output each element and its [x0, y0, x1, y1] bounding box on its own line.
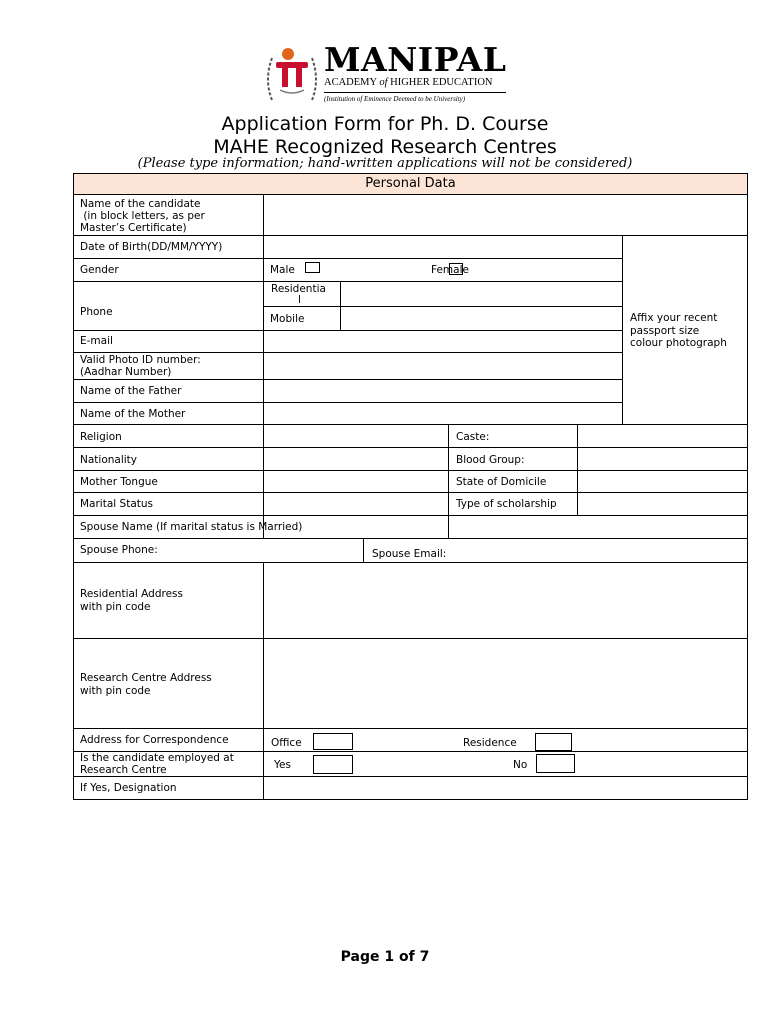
mother-tongue-input[interactable]	[264, 471, 448, 492]
spouse-email-label: Spouse Email:	[372, 548, 447, 560]
caste-input[interactable]	[578, 425, 747, 447]
mother-tongue-label: Mother Tongue	[80, 476, 158, 488]
male-label: Male	[270, 264, 295, 276]
email-label: E-mail	[80, 335, 113, 347]
father-input[interactable]	[264, 380, 622, 402]
marital-status-label: Marital Status	[80, 498, 153, 510]
photo-text-line2: passport size	[630, 325, 700, 337]
section-title: Personal Data	[73, 173, 748, 195]
no-label: No	[513, 759, 528, 771]
name-label-line1: Name of the candidate	[80, 198, 201, 210]
manipal-logo	[262, 40, 512, 108]
logo-academy: ACADEMY of HIGHER EDUCATION	[324, 77, 493, 88]
designation-label: If Yes, Designation	[80, 782, 177, 794]
marital-status-input[interactable]	[264, 493, 448, 515]
photo-text-line1: Affix your recent	[630, 312, 718, 324]
religion-label: Religion	[80, 431, 122, 443]
blood-group-input[interactable]	[578, 448, 747, 470]
father-label: Name of the Father	[80, 385, 182, 397]
mobile-label: Mobile	[270, 313, 305, 325]
spouse-name-label: Spouse Name (If marital status is Married)	[80, 521, 303, 533]
gender-label: Gender	[80, 264, 119, 276]
research-centre-address-label-line2: with pin code	[80, 685, 151, 697]
name-label-line3: Master’s Certificate)	[80, 222, 187, 234]
research-centre-address-label-line1: Research Centre Address	[80, 672, 212, 684]
residential-phone-input[interactable]	[341, 282, 622, 306]
residence-label: Residence	[463, 737, 517, 749]
domicile-input[interactable]	[578, 471, 747, 492]
page-number: Page 1 of 7	[340, 949, 430, 965]
photo-id-label-line2: (Aadhar Number)	[80, 366, 172, 378]
emblem-icon	[262, 40, 322, 108]
domicile-label: State of Domicile	[456, 476, 547, 488]
logo-rule	[324, 92, 506, 93]
residential-address-label-line2: with pin code	[80, 601, 151, 613]
dob-label: Date of Birth(DD/MM/YYYY)	[80, 241, 223, 253]
no-checkbox[interactable]	[536, 754, 575, 773]
logo-name: MANIPAL	[324, 40, 507, 79]
research-centre-address-input[interactable]	[264, 639, 747, 728]
mother-label: Name of the Mother	[80, 408, 186, 420]
correspondence-label: Address for Correspondence	[80, 734, 229, 746]
form-subtitle: MAHE Recognized Research Centres	[213, 136, 557, 158]
photo-id-input[interactable]	[264, 353, 622, 379]
office-label: Office	[271, 737, 302, 749]
photo-id-label-line1: Valid Photo ID number:	[80, 354, 201, 366]
employed-label-line2: Research Centre	[80, 764, 167, 776]
form-title: Application Form for Ph. D. Course	[221, 113, 549, 135]
dob-input[interactable]	[264, 236, 622, 258]
scholarship-label: Type of scholarship	[456, 498, 557, 510]
residential-phone-label-line2: l	[298, 294, 301, 306]
spouse-name-input[interactable]	[449, 516, 747, 538]
mother-input[interactable]	[264, 403, 622, 424]
nationality-input[interactable]	[264, 448, 448, 470]
religion-input[interactable]	[264, 425, 448, 447]
blood-group-label: Blood Group:	[456, 454, 525, 466]
phone-label: Phone	[80, 306, 113, 318]
caste-label: Caste:	[456, 431, 490, 443]
residence-checkbox[interactable]	[535, 733, 572, 751]
spouse-phone-label: Spouse Phone:	[80, 544, 158, 556]
male-checkbox[interactable]	[305, 262, 320, 273]
logo-tagline: (Institution of Eminence Deemed to be University)	[324, 95, 466, 103]
name-label-line2: (in block letters, as per	[80, 210, 205, 222]
photo-text-line3: colour photograph	[630, 337, 727, 349]
name-input[interactable]	[264, 196, 747, 235]
residential-address-input[interactable]	[264, 563, 747, 638]
female-checkbox[interactable]	[449, 263, 463, 275]
employed-label-line1: Is the candidate employed at	[80, 752, 234, 764]
female-label: Female	[431, 264, 469, 276]
yes-label: Yes	[274, 759, 291, 771]
office-checkbox[interactable]	[313, 733, 353, 750]
designation-input[interactable]	[264, 777, 747, 799]
form-instruction: (Please type information; hand-written applications will not be considered)	[137, 156, 633, 171]
residential-address-label-line1: Residential Address	[80, 588, 183, 600]
yes-checkbox[interactable]	[313, 755, 353, 774]
mobile-input[interactable]	[341, 307, 622, 330]
email-input[interactable]	[264, 331, 622, 352]
residential-phone-label-line1: Residentia	[271, 283, 326, 295]
scholarship-input[interactable]	[578, 493, 747, 515]
nationality-label: Nationality	[80, 454, 138, 466]
